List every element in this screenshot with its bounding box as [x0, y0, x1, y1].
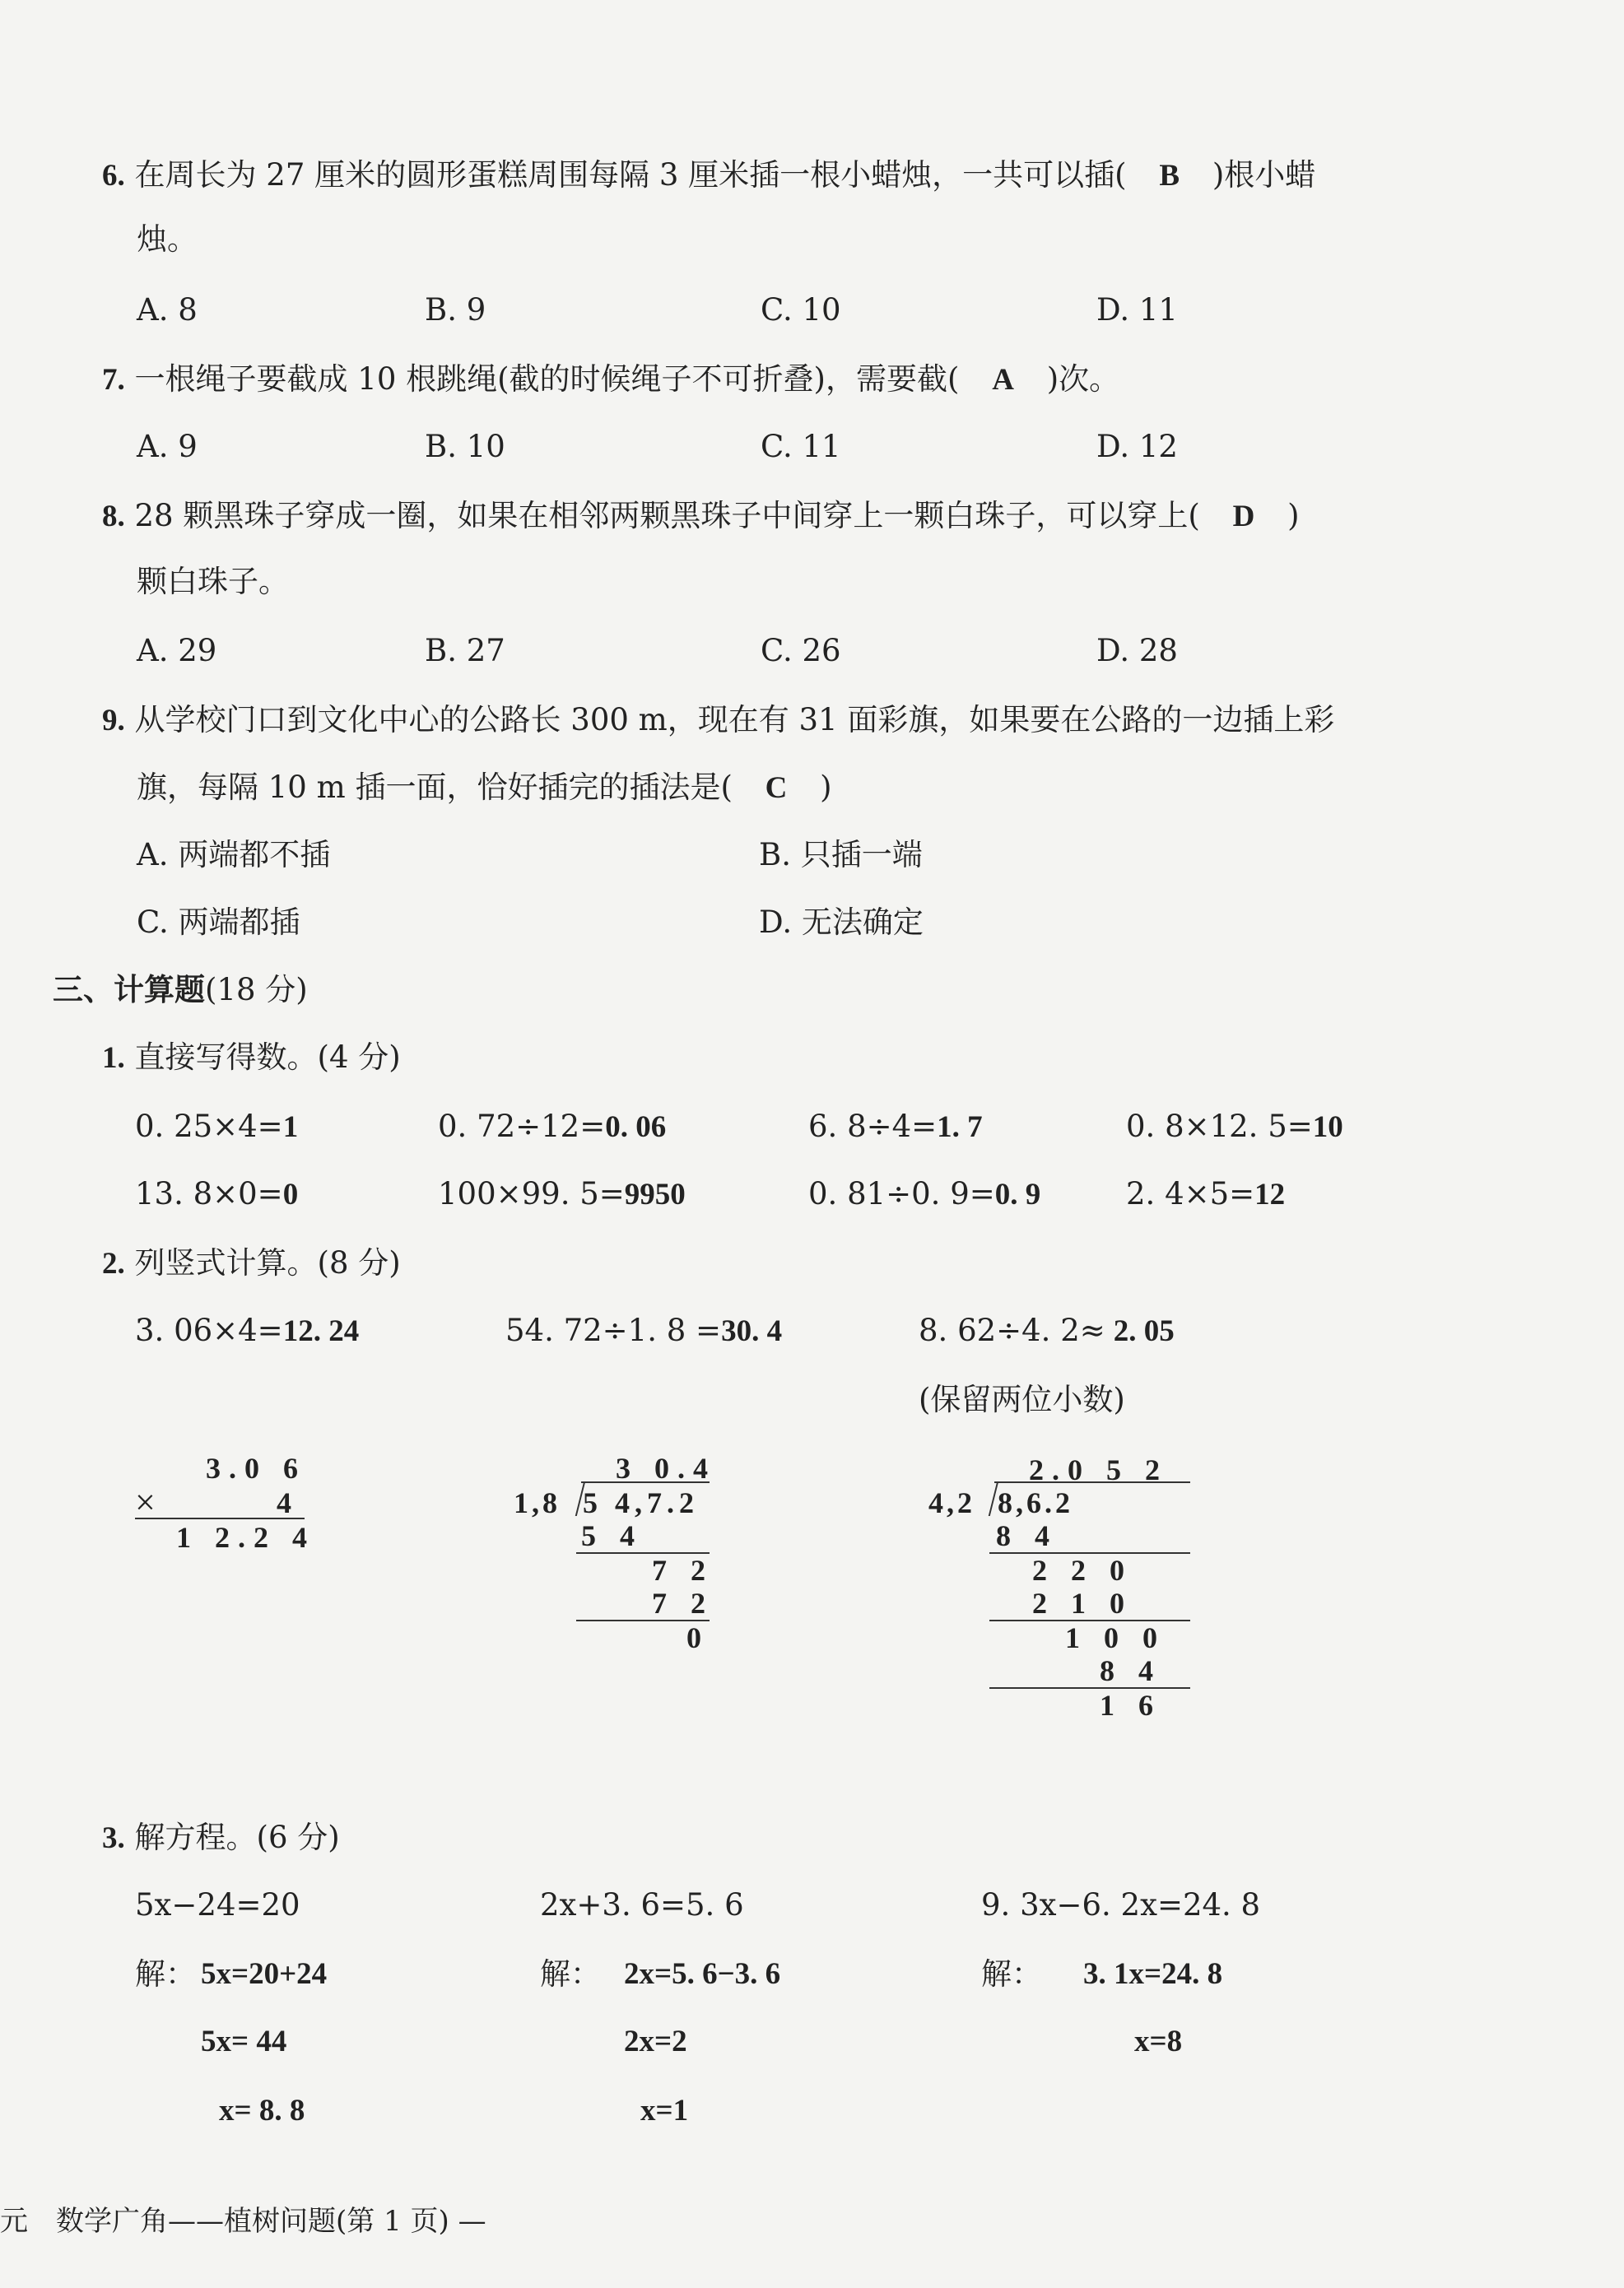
q6-option-d: D. 11: [1096, 292, 1178, 328]
oral-a: 10: [1312, 1110, 1343, 1144]
oral-item-3: [808, 1111, 983, 1142]
eq2-question: 2x+3. 6=5. 6: [540, 1887, 744, 1923]
oral-item-7: [808, 1176, 1041, 1211]
q7-option-b: B. 10: [425, 429, 505, 464]
oral-q: 0. 72÷12=: [438, 1109, 606, 1144]
section3-score: (18 分): [205, 972, 308, 1007]
q7-number: 7.: [102, 363, 125, 397]
q8-answer: D: [1232, 500, 1255, 533]
vertical-a: 2. 05: [1113, 1314, 1175, 1348]
div2-quotient: 2.0 5 2: [1029, 1453, 1168, 1486]
oral-q: 0. 25×4=: [135, 1109, 283, 1144]
eq2-step3: x=1: [640, 2094, 689, 2128]
oral-item-4: [1126, 1111, 1343, 1142]
vertical-q: 54. 72÷1. 8 =: [505, 1313, 722, 1348]
div2-step1: 8 4: [996, 1519, 1058, 1552]
q7-option-d: D. 12: [1096, 429, 1178, 464]
eq3-step2: x=8: [1134, 2025, 1183, 2058]
div2-step6: 1 6: [1100, 1689, 1161, 1722]
vertical-a: 30. 4: [721, 1314, 783, 1348]
div2-step2: 2 2 0: [1032, 1554, 1133, 1587]
section3-heading: [53, 974, 308, 1006]
oral-item-1: [135, 1111, 298, 1142]
part3-title: 解方程。(6 分): [134, 1820, 340, 1855]
div2-step4: 1 0 0: [1065, 1621, 1166, 1654]
section3-title: 三、计算题: [53, 974, 205, 1007]
eq2-solve-label: 解：: [540, 1956, 601, 1992]
eq2-step2: 2x=2: [624, 2025, 687, 2058]
q6-option-a: A. 8: [137, 292, 198, 328]
mult-top: 3.0 6: [206, 1452, 306, 1485]
vertical-item-1: [135, 1315, 359, 1346]
q8-option-d: D. 28: [1096, 633, 1178, 668]
part2-number: 2.: [102, 1247, 125, 1281]
oral-item-6: [438, 1176, 686, 1211]
div1-step3: 7 2: [652, 1587, 714, 1620]
oral-a: 0. 9: [994, 1178, 1041, 1211]
eq3-solve-label: 解：: [981, 1956, 1042, 1992]
q7-option-c: C. 11: [761, 429, 841, 464]
q9-line2: [137, 772, 832, 803]
part1-number: 1.: [102, 1041, 125, 1075]
vertical-item-3: [919, 1315, 1175, 1346]
oral-q: 2. 4×5=: [1126, 1176, 1255, 1211]
eq3-question: 9. 3x−6. 2x=24. 8: [981, 1887, 1261, 1923]
q9-number: 9.: [102, 704, 125, 737]
q6-text-end: )根小蜡: [1212, 157, 1316, 193]
div1-dividend: 5 4,7.2: [583, 1486, 699, 1519]
oral-q: 13. 8×0=: [135, 1176, 283, 1211]
q9-option-b: B. 只插一端: [759, 837, 923, 872]
oral-a: 12: [1254, 1178, 1286, 1211]
part3-heading: [102, 1822, 340, 1853]
q8-option-b: B. 27: [425, 633, 505, 668]
oral-a: 0. 06: [605, 1110, 667, 1144]
q6-text: 在周长为 27 厘米的圆形蛋糕周围每隔 3 厘米插一根小蜡烛，一共可以插(: [134, 157, 1127, 193]
q6-option-c: C. 10: [761, 292, 841, 328]
div2-step5: 8 4: [1100, 1654, 1161, 1687]
rounding-note: (保留两位小数): [919, 1382, 1125, 1417]
mult-rule: [135, 1518, 305, 1519]
oral-q: 0. 8×12. 5=: [1126, 1109, 1313, 1144]
div1-step2: 7 2: [652, 1554, 714, 1587]
q6-line2: 烛。: [137, 221, 198, 257]
q7-line1: [102, 361, 1120, 397]
q7-text-end: )次。: [1046, 361, 1120, 397]
q9-option-a: A. 两端都不插: [137, 837, 331, 872]
q8-text: 28 颗黑珠子穿成一圈，如果在相邻两颗黑珠子中间穿上一颗白珠子，可以穿上(: [134, 498, 1200, 533]
oral-a: 1: [282, 1110, 299, 1144]
part1-heading: [102, 1039, 401, 1075]
q7-text: 一根绳子要截成 10 根跳绳(截的时候绳子不可折叠)，需要截(: [134, 361, 960, 397]
eq1-solve-label: 解：: [135, 1956, 196, 1992]
q8-line2: 颗白珠子。: [137, 564, 289, 599]
eq3-step1: 3. 1x=24. 8: [1083, 1957, 1223, 1991]
oral-q: 0. 81÷0. 9=: [808, 1176, 995, 1211]
oral-item-2: [438, 1111, 666, 1142]
oral-q: 6. 8÷4=: [808, 1109, 938, 1144]
div1-quotient: 3 0.4: [616, 1452, 716, 1485]
mult-result: 1 2.2 4: [176, 1521, 315, 1554]
oral-a: 9950: [624, 1178, 686, 1211]
q8-text-end: ): [1287, 498, 1300, 533]
div2-divisor: 4,2: [928, 1486, 975, 1519]
page-footer: 元 数学广角——植树问题(第 1 页) —: [0, 2205, 486, 2238]
q9-line1: [102, 702, 1335, 737]
q6-number: 6.: [102, 159, 125, 193]
q8-option-c: C. 26: [761, 633, 841, 668]
q9-text: 从学校门口到文化中心的公路长 300 m，现在有 31 面彩旗，如果要在公路的一边插上彩: [134, 702, 1335, 737]
vertical-q: 3. 06×4=: [135, 1313, 283, 1348]
eq1-question: 5x−24=20: [135, 1887, 300, 1923]
q6-option-b: B. 9: [425, 292, 486, 328]
oral-item-5: [135, 1176, 299, 1211]
q9-text-end: ): [820, 770, 832, 805]
oral-a: 0: [282, 1178, 299, 1211]
part2-title: 列竖式计算。(8 分): [134, 1245, 401, 1281]
part2-heading: [102, 1245, 401, 1281]
part1-title: 直接写得数。(4 分): [134, 1039, 401, 1075]
q9-option-c: C. 两端都插: [137, 905, 300, 940]
oral-a: 1. 7: [937, 1110, 983, 1144]
q9-option-d: D. 无法确定: [759, 905, 924, 940]
q7-answer: A: [992, 363, 1014, 397]
div1-step1: 5 4: [581, 1519, 643, 1552]
vertical-a: 12. 24: [282, 1314, 360, 1348]
q7-option-a: A. 9: [137, 429, 198, 464]
q8-number: 8.: [102, 500, 125, 533]
q6-answer: B: [1159, 159, 1180, 193]
div2-dividend: 8,6.2: [998, 1486, 1073, 1519]
div1-bar: [581, 1481, 710, 1483]
vertical-q: 8. 62÷4. 2≈: [919, 1313, 1105, 1348]
mult-second: 4: [277, 1486, 300, 1519]
q8-option-a: A. 29: [137, 633, 217, 668]
q6-line1: [102, 157, 1316, 193]
q9-text2: 旗，每隔 10 m 插一面，恰好插完的插法是(: [137, 770, 733, 805]
oral-item-8: [1126, 1176, 1286, 1211]
div1-step4: 0: [686, 1621, 710, 1654]
mult-sign: ×: [135, 1482, 164, 1523]
q8-line1: [102, 500, 1300, 532]
eq2-step1: 2x=5. 6−3. 6: [624, 1957, 781, 1991]
eq1-step3: x= 8. 8: [219, 2094, 305, 2128]
div1-divisor: 1,8: [514, 1486, 561, 1519]
oral-q: 100×99. 5=: [438, 1176, 625, 1211]
div2-bar: [994, 1481, 1190, 1483]
eq1-step1: 5x=20+24: [201, 1957, 328, 1991]
div2-step3: 2 1 0: [1032, 1587, 1133, 1620]
q9-answer: C: [765, 771, 788, 805]
part3-number: 3.: [102, 1821, 125, 1855]
vertical-item-2: [505, 1315, 782, 1346]
eq1-step2: 5x= 44: [201, 2025, 287, 2058]
